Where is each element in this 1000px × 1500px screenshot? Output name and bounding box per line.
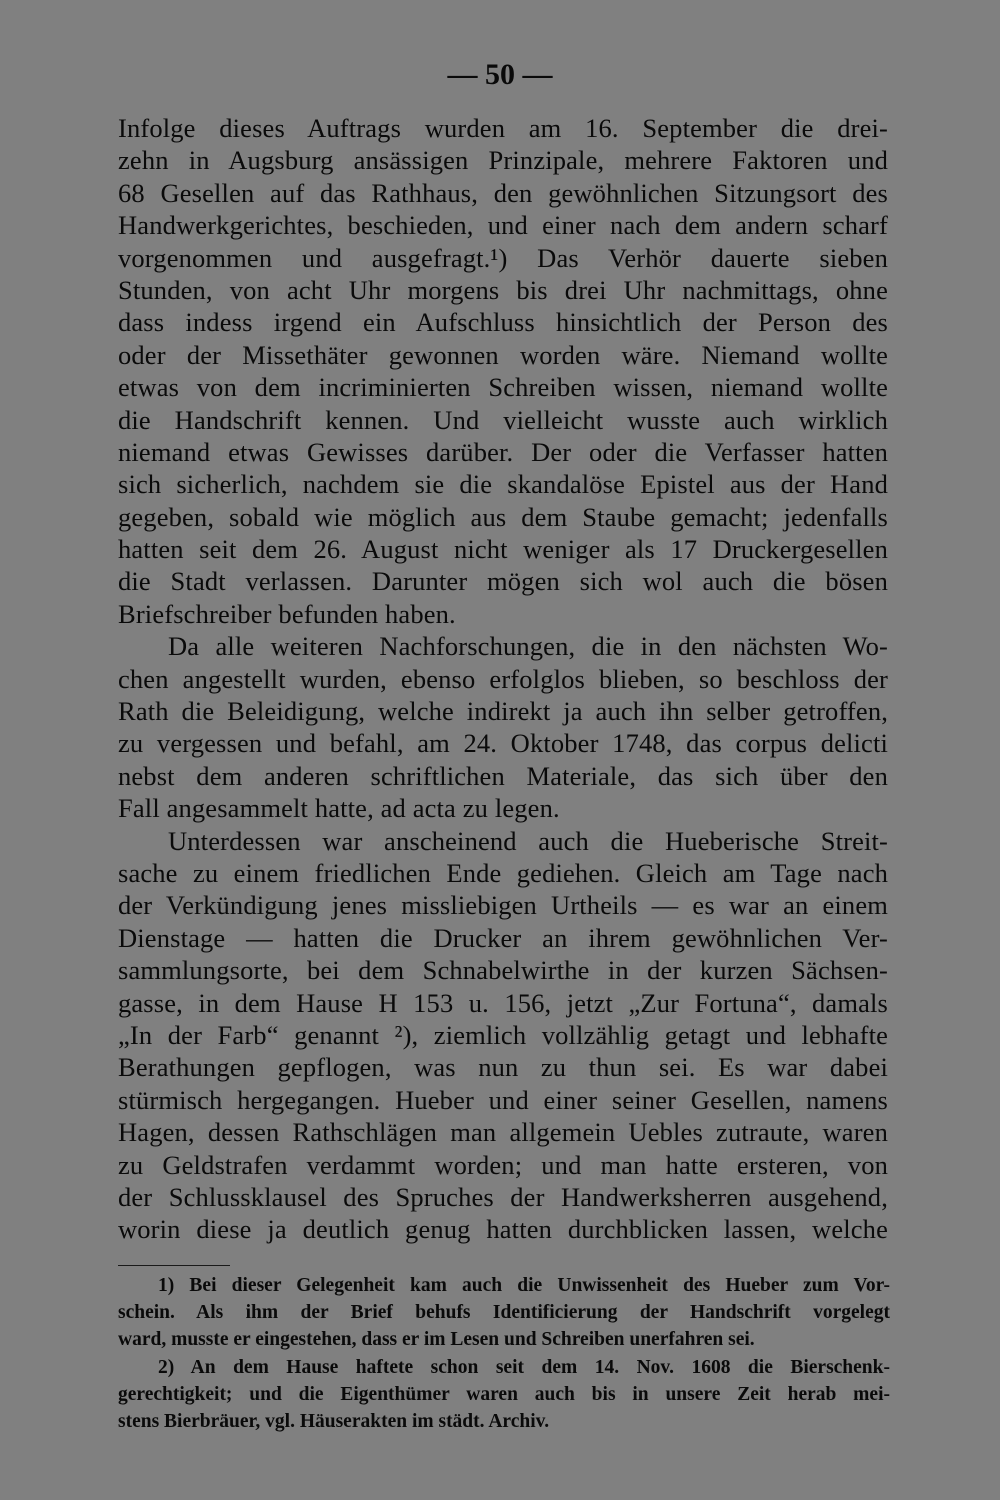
text-line: Briefschreiber befunden haben. (118, 598, 456, 629)
text-line: etwas von dem incriminierten Schreiben wissen, niemand wollte (118, 372, 888, 403)
text-line: zehn in Augsburg ansässigen Prinzipale, mehrere Faktoren und (118, 145, 888, 176)
footnote-line: 2) An dem Hause haftete schon seit dem 14. Nov. 1608 die Bierschenk- (158, 1356, 890, 1378)
footnote-line: stens Bierbräuer, vgl. Häuserakten im städt. Archiv. (118, 1410, 550, 1432)
footnote-line: 1) Bei dieser Gelegenheit kam auch die Unwissenheit des Hueber zum Vor- (158, 1275, 890, 1296)
footnote-line: gerechtigkeit; und die Eigenthümer waren auch bis in unsere Zeit herab mei- (118, 1383, 890, 1405)
text-line: die Stadt verlassen. Darunter mögen sich wol auch die bösen (118, 566, 888, 597)
text-line: hatten seit dem 26. August nicht weniger als 17 Druckergesellen (118, 534, 888, 565)
text-line: sich sicherlich, nachdem sie die skandalöse Epistel aus der Hand (118, 469, 888, 500)
text-line: Rath die Beleidigung, welche indirekt ja auch ihn selber getroffen, (118, 696, 888, 727)
text-line: gegeben, sobald wie möglich aus dem Staube gemacht; jedenfalls (118, 501, 888, 532)
text-line: Fall angesammelt hatte, ad acta zu legen. (118, 793, 560, 824)
text-line: 68 Gesellen auf das Rathhaus, den gewöhnlichen Sitzungsort des (118, 177, 888, 208)
text-line: sammlungsorte, bei dem Schnabelwirthe in der kurzen Sächsen- (118, 955, 888, 986)
footnote-line: schein. Als ihm der Brief behufs Identificierung der Handschrift vorgelegt (118, 1302, 890, 1324)
paragraph-3 (118, 825, 888, 1246)
text-line: dass indess irgend ein Aufschluss hinsichtlich der Person des (118, 307, 888, 338)
text-line: chen angestellt wurden, ebenso erfolglos blieben, so beschloss der (118, 663, 888, 694)
text-line: Dienstage — hatten die Drucker an ihrem gewöhnlichen Ver- (118, 922, 888, 953)
text-line: worin diese ja deutlich genug hatten durchblicken lassen, welche (118, 1214, 888, 1245)
text-line: Berathungen gepflogen, was nun zu thun sei. Es war dabei (118, 1052, 888, 1083)
footnote-2 (118, 1354, 890, 1436)
text-line: niemand etwas Gewisses darüber. Der oder die Verfasser hatten (118, 436, 888, 467)
text-line: der Schlussklausel des Spruches der Handwerksherren ausgehend, (118, 1181, 888, 1212)
main-text (118, 112, 888, 1246)
text-line: Stunden, von acht Uhr morgens bis drei Uhr nachmittags, ohne (118, 274, 888, 305)
text-line: oder der Missethäter gewonnen worden wäre. Niemand wollte (118, 339, 888, 370)
text-line: stürmisch hergegangen. Hueber und einer seiner Gesellen, namens (118, 1084, 888, 1115)
text-line: nebst dem anderen schriftlichen Materiale, das sich über den (118, 760, 888, 791)
text-line: vorgenommen und ausgefragt.¹) Das Verhör dauerte sieben (118, 242, 888, 273)
text-line: Infolge dieses Auftrags wurden am 16. September die drei- (118, 113, 888, 143)
text-line: der Verkündigung jenes missliebigen Urtheils — es war an einem (118, 890, 888, 921)
text-line: „In der Farb“ genannt ²), ziemlich vollzählig getagt und lebhafte (118, 1019, 888, 1050)
text-line: zu Geldstrafen verdammt worden; und man hatte ersteren, von (118, 1149, 888, 1180)
text-line: Unterdessen war anscheinend auch die Hueberische Streit- (168, 825, 888, 856)
text-line: gasse, in dem Hause H 153 u. 156, jetzt „Zur Fortuna“, damals (118, 987, 888, 1018)
page-number: — 50 — (447, 58, 553, 91)
footnotes (118, 1272, 890, 1435)
text-line: Hagen, dessen Rathschlägen man allgemein Uebles zutraute, waren (118, 1117, 888, 1148)
paragraph-2 (118, 630, 888, 824)
text-line: Handwerkgerichtes, beschieden, und einer nach dem andern scharf (118, 210, 888, 241)
footnote-1 (118, 1272, 890, 1354)
paragraph-1 (118, 112, 888, 630)
text-line: zu vergessen und befahl, am 24. Oktober 1748, das corpus delicti (118, 728, 888, 759)
text-line: die Handschrift kennen. Und vielleicht wusste auch wirklich (118, 404, 888, 435)
footnote-divider (118, 1265, 230, 1266)
footnote-line: ward, musste er eingestehen, dass er im Lesen und Schreiben unerfahren sei. (118, 1329, 755, 1351)
text-line: Da alle weiteren Nachforschungen, die in den nächsten Wo- (168, 631, 888, 662)
text-line: sache zu einem friedlichen Ende gediehen. Gleich am Tage nach (118, 857, 888, 888)
